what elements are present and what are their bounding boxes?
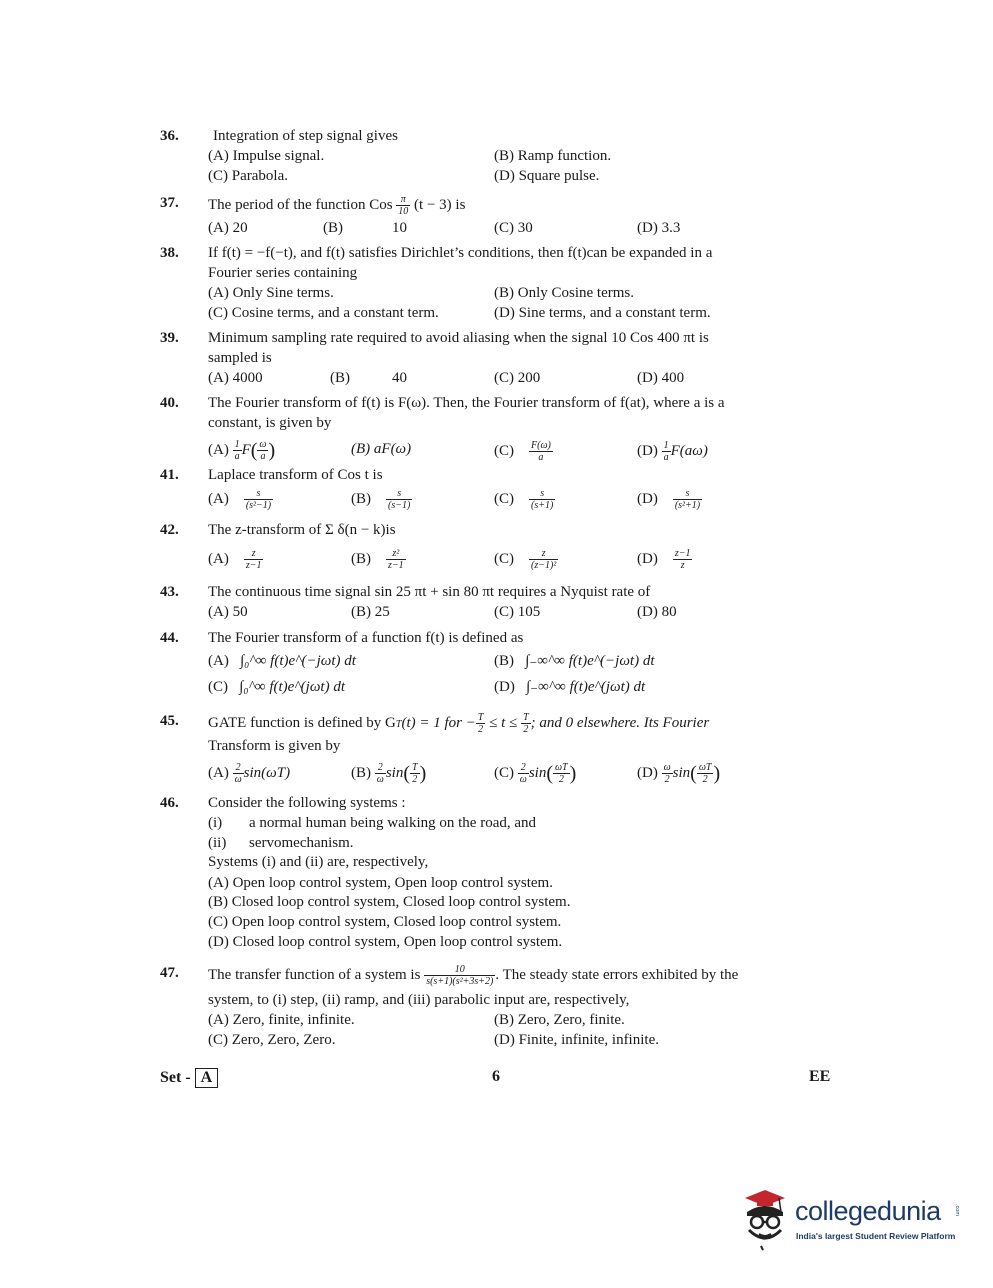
q40-line1: The Fourier transform of f(t) is F(ω). Then, the Fourier transform of f(at), where a is a (208, 395, 725, 411)
q44-b-expr: ∫₋∞^∞ f(t)e^(−jωt) dt (525, 653, 655, 669)
q41-option-d (637, 488, 702, 511)
q47-option-d: (D) Finite, infinite, infinite. (494, 1032, 659, 1048)
mascot-icon (735, 1186, 795, 1256)
q47-line1-pre: The transfer function of a system is (208, 966, 421, 983)
q44-option-c-label: (C) (208, 679, 228, 695)
q38-line1: If f(t) = −f(−t), and f(t) satisfies Dirichlet’s conditions, then f(t)can be expanded in a (208, 245, 713, 261)
q42-option-d (637, 548, 692, 571)
q41-option-c-label: (C) (494, 490, 514, 507)
q46-option-a: (A) Open loop control system, Open loop control system. (208, 875, 553, 891)
q42-c-frac: $\frac{z}{\text{(z−1)²}}$ (531, 548, 557, 571)
q45-option-a-label: (A) (208, 764, 229, 781)
q36-option-d: (D) Square pulse. (494, 168, 600, 184)
q43-option-a: (A) 50 (208, 604, 248, 620)
q43-number: 43. (160, 584, 179, 600)
q44-text: The Fourier transform of a function f(t) is defined as (208, 630, 524, 646)
q44-option-a-label: (A) (208, 653, 229, 669)
q44-a-expr: ∫₀^∞ f(t)e^(−jωt) dt (240, 653, 356, 669)
q45-option-c-label: (C) (494, 764, 514, 781)
q47-line2: system, to (i) step, (ii) ramp, and (iii) parabolic input are, respectively, (208, 992, 630, 1008)
q37-option-a: (A) 20 (208, 220, 248, 236)
q47-line1-post: . The steady state errors exhibited by the (495, 966, 739, 983)
q37-number: 37. (160, 195, 179, 211)
q37-text-pre: The period of the function Cos (208, 196, 393, 213)
q37-option-b: (B) (323, 220, 343, 236)
q40-option-c-label: (C) (494, 442, 514, 459)
q38-number: 38. (160, 245, 179, 261)
q37-option-c: (C) 30 (494, 220, 533, 236)
q47-option-b: (B) Zero, Zero, finite. (494, 1012, 625, 1028)
q44-option-d (494, 678, 645, 696)
q40-d-frac: $\frac{1}{a}$ (663, 440, 669, 463)
q45-a-frac: $\frac{2}{\omega}$ (234, 762, 242, 785)
q40-option-a-label: (A) (208, 441, 229, 458)
q42-b-frac: $\frac{\text{z²}}{z-1}$ (388, 548, 404, 571)
q39-option-b-value: 40 (392, 370, 407, 386)
logo-suffix: .com (954, 1204, 960, 1216)
q38-option-a: (A) Only Sine terms. (208, 285, 334, 301)
logo-name: collegedunia (795, 1196, 941, 1226)
q45-option-d: (D) $\frac{\omega}{2}$ sin( $\frac{\omega T}{2}$ ) (637, 762, 721, 785)
q46-item-i-text: a normal human being walking on the road, and (249, 815, 537, 831)
q41-option-a (208, 488, 273, 511)
q45-option-a: (A) $\frac{2}{\omega}$ sin(ωT) (208, 762, 291, 785)
q42-option-c (494, 548, 558, 571)
q36-option-a: (A) Impulse signal. (208, 148, 325, 164)
q37-option-d: (D) 3.3 (637, 220, 681, 236)
q42-option-b-label: (B) (351, 550, 371, 567)
q42-number: 42. (160, 522, 179, 538)
q45-option-b-label: (B) (351, 764, 371, 781)
q45-c-frac: $\frac{2}{\omega}$ (519, 762, 527, 785)
q43-option-c: (C) 105 (494, 604, 541, 620)
q37-option-b-value: 10 (392, 220, 407, 236)
q45-line1: GATE function is defined by GT(t) = 1 for − $\frac{T}{2}$ ≤ t ≤ $\frac{T}{2}$ ; and 0 elsewhere. Its Fourier (208, 712, 710, 735)
q41-b-frac: $\frac{s}{(s-1)}$ (388, 488, 411, 511)
q45-line2: Transform is given by (208, 738, 341, 754)
q43-text: The continuous time signal sin 25 πt + sin 80 πt requires a Nyquist rate of (208, 584, 651, 600)
q36-text: Integration of step signal gives (213, 128, 398, 144)
q40-a-frac: $\frac{1}{a}$ (234, 439, 240, 462)
q42-option-c-label: (C) (494, 550, 514, 567)
q46-item-ii-text: servomechanism. (249, 835, 354, 851)
q40-a-arg: $\frac{\omega}{a}$ (259, 439, 267, 462)
q40-option-b: (B) aF(ω) (351, 441, 412, 457)
q41-c-frac: $\frac{s}{(s+1)}$ (531, 488, 554, 511)
q46-option-d: (D) Closed loop control system, Open loop control system. (208, 934, 563, 950)
q41-option-b-label: (B) (351, 490, 371, 507)
q44-d-expr: ∫₋∞^∞ f(t)e^(jωt) dt (526, 679, 646, 695)
q44-option-b-label: (B) (494, 653, 514, 669)
q39-line2: sampled is (208, 350, 272, 366)
q47-number: 47. (160, 965, 179, 981)
q46-number: 46. (160, 795, 179, 811)
q45-option-b: (B) $\frac{2}{\omega}$ sin( $\frac{T}{2}$ ) (351, 762, 427, 785)
q38-option-c: (C) Cosine terms, and a constant term. (208, 305, 439, 321)
q40-option-d (637, 440, 708, 463)
q47-option-c: (C) Zero, Zero, Zero. (208, 1032, 336, 1048)
q46-item-ii-label: (ii) (208, 835, 227, 851)
q39-number: 39. (160, 330, 179, 346)
q42-text: The z-transform of Σ δ(n − k)is (208, 522, 396, 538)
q42-option-a (208, 548, 263, 571)
q40-option-d-label: (D) (637, 442, 658, 459)
q38-line2: Fourier series containing (208, 265, 358, 281)
q47-line1 (208, 964, 738, 987)
set-indicator (160, 1068, 218, 1088)
q42-option-d-label: (D) (637, 550, 658, 567)
q40-line2: constant, is given by (208, 415, 332, 431)
q40-c-frac: $\frac{F(\omega)}{a}$ (531, 440, 551, 463)
q47-transfer-function: $\frac{10}{\text{s(s+1)(s²+3s+2)}}$ (426, 964, 494, 987)
q42-option-a-label: (A) (208, 550, 229, 567)
q45-line1-mid: (t) = 1 for − (401, 714, 476, 731)
q37-text (208, 194, 465, 217)
q40-number: 40. (160, 395, 179, 411)
q40-d-expr: F(aω) (670, 442, 708, 459)
q40-option-c (494, 440, 553, 463)
set-label: Set - (160, 1069, 191, 1086)
q44-option-c (208, 678, 345, 696)
q36-option-b: (B) Ramp function. (494, 148, 612, 164)
q36-number: 36. (160, 128, 179, 144)
q44-option-d-label: (D) (494, 679, 515, 695)
q46-item-i-label: (i) (208, 815, 223, 831)
logo-tagline: India's largest Student Review Platform (796, 1231, 956, 1241)
q45-half-t: $\frac{T}{2}$ (523, 712, 529, 735)
q41-a-frac: $\frac{s}{\text{(s²−1)}}$ (245, 488, 272, 511)
subject-code: EE (809, 1068, 831, 1085)
q41-option-c (494, 488, 555, 511)
q45-c-arg: $\frac{\omega T}{2}$ (555, 762, 568, 785)
q42-d-frac: $\frac{z-1}{z}$ (674, 548, 691, 571)
q44-number: 44. (160, 630, 179, 646)
q39-option-a: (A) 4000 (208, 370, 263, 386)
q43-option-b: (B) 25 (351, 604, 390, 620)
q44-option-a (208, 652, 356, 670)
q47-option-a: (A) Zero, finite, infinite. (208, 1012, 355, 1028)
q45-option-d-label: (D) (637, 764, 658, 781)
q45-d-arg: $\frac{\omega T}{2}$ (698, 762, 712, 785)
q39-line1: Minimum sampling rate required to avoid aliasing when the signal 10 Cos 400 πt is (208, 330, 709, 346)
q39-option-b: (B) (330, 370, 350, 386)
q38-option-d: (D) Sine terms, and a constant term. (494, 305, 711, 321)
q42-a-frac: $\frac{z}{z-1}$ (245, 548, 262, 571)
q41-d-frac: $\frac{s}{\text{(s²+1)}}$ (674, 488, 701, 511)
q45-line1-pre: GATE function is defined by G (208, 714, 396, 731)
q41-option-a-label: (A) (208, 490, 229, 507)
q45-option-c: (C) $\frac{2}{\omega}$ sin( $\frac{\omega T}{2}$ ) (494, 762, 577, 785)
q45-neg-half-t: $\frac{T}{2}$ (477, 712, 484, 735)
q40-option-a: (A) $\frac{1}{a}$ F( $\frac{\omega}{a}$ ) (208, 439, 276, 462)
page-number: 6 (492, 1068, 500, 1085)
set-value: A (195, 1068, 219, 1088)
q45-b-arg: $\frac{T}{2}$ (412, 762, 418, 785)
q41-option-d-label: (D) (637, 490, 658, 507)
q46-option-c: (C) Open loop control system, Closed loop control system. (208, 914, 562, 930)
q44-c-expr: ∫₀^∞ f(t)e^(jωt) dt (239, 679, 345, 695)
q37-fraction: $\frac{\pi}{10}$ (398, 194, 409, 217)
q41-text: Laplace transform of Cos t is (208, 467, 383, 483)
q36-option-c: (C) Parabola. (208, 168, 288, 184)
q45-b-frac: $\frac{2}{\omega}$ (376, 762, 384, 785)
q37-text-post: (t − 3) is (414, 196, 466, 213)
q41-number: 41. (160, 467, 179, 483)
q39-option-d: (D) 400 (637, 370, 685, 386)
collegedunia-logo (735, 1186, 965, 1256)
q38-option-b: (B) Only Cosine terms. (494, 285, 634, 301)
q46-text: Consider the following systems : (208, 795, 406, 811)
q39-option-c: (C) 200 (494, 370, 541, 386)
q46-prompt: Systems (i) and (ii) are, respectively, (208, 854, 429, 870)
q45-d-frac: $\frac{\omega}{2}$ (663, 762, 671, 785)
q41-option-b (351, 488, 412, 511)
q42-option-b (351, 548, 406, 571)
q45-number: 45. (160, 713, 179, 729)
q46-option-b: (B) Closed loop control system, Closed loop control system. (208, 894, 571, 910)
q43-option-d: (D) 80 (637, 604, 677, 620)
q44-option-b (494, 652, 655, 670)
q45-line1-post: ; and 0 elsewhere. Its Fourier (530, 714, 710, 731)
